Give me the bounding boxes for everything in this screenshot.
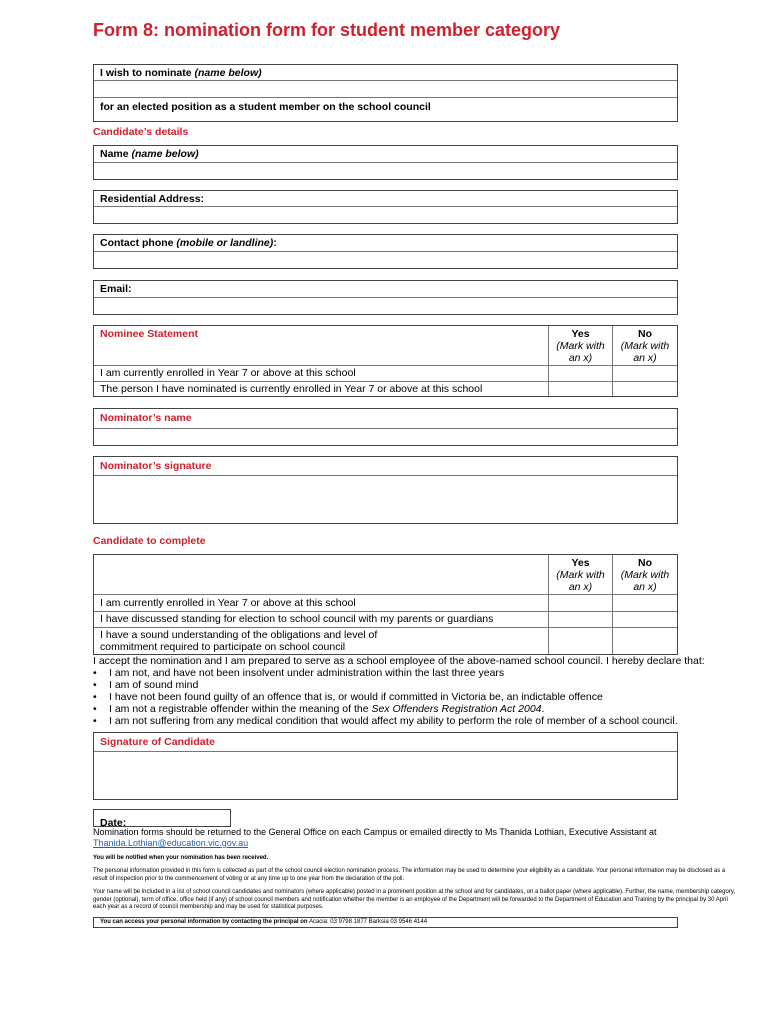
candidate-name-hint: (name below) — [131, 148, 199, 160]
access-info-box — [93, 917, 678, 928]
date-label: Date: — [100, 817, 127, 829]
candidate-complete-blank-cell — [94, 555, 549, 594]
nominee-statement-row — [94, 382, 677, 396]
position-row — [94, 98, 677, 121]
candidate-complete-row — [94, 628, 677, 654]
nominee-no-checkbox[interactable] — [613, 382, 677, 396]
nominator-signature-box — [93, 456, 678, 524]
candidate-no-checkbox[interactable] — [613, 628, 677, 654]
declaration — [93, 655, 713, 727]
access-label: You can access your personal information by contacting the principal on — [100, 919, 308, 925]
candidate-signature-label: Signature of Candidate — [100, 736, 215, 748]
declaration-item-end: . — [541, 703, 545, 715]
candidate-complete-text: I have discussed standing for election to school council with my parents or guardians — [94, 612, 549, 627]
nominator-signature-label: Nominator’s signature — [100, 460, 212, 472]
date-field[interactable] — [93, 809, 231, 827]
return-email-link[interactable]: Thanida.Lothian@education.vic.gov.au — [93, 838, 249, 848]
candidate-complete-text: I have a sound understanding of the obligations and level of commitment required to participate on school council — [94, 628, 549, 654]
candidate-yes-checkbox[interactable] — [549, 612, 613, 627]
candidate-no-header: No — [638, 557, 652, 569]
nominate-label-hint: (name below) — [194, 67, 262, 79]
candidate-no-header-cell — [613, 555, 677, 594]
candidate-name-label-row — [94, 146, 677, 163]
declaration-item: • I am not, and have not been insolvent under administration within the last three years — [93, 667, 713, 679]
nominate-label-row — [94, 65, 677, 81]
nominee-name-field[interactable] — [94, 81, 677, 98]
candidate-no-checkbox[interactable] — [613, 612, 677, 627]
nominee-statement-table — [93, 325, 678, 397]
candidate-yes-header-cell — [549, 555, 613, 594]
nominee-statement-header — [94, 326, 677, 366]
address-label: Residential Address: — [100, 193, 205, 205]
candidate-complete-text: I am currently enrolled in Year 7 or above at this school — [94, 595, 549, 611]
declaration-item: • I have not been found guilty of an offence that is, or would if committed in Victoria be, an indictable offence — [93, 691, 713, 703]
return-text: Nomination forms should be returned to the General Office on each Campus or emailed directly to Ms Thanida Lothian, Executive Assistant at — [93, 827, 657, 837]
candidate-signature-field[interactable] — [94, 752, 677, 799]
candidate-no-checkbox[interactable] — [613, 595, 677, 611]
nominee-yes-checkbox[interactable] — [549, 366, 613, 381]
candidate-signature-box — [93, 732, 678, 800]
email-label: Email: — [100, 283, 132, 295]
phone-box — [93, 234, 678, 269]
address-box — [93, 190, 678, 224]
phone-label-colon: : — [273, 237, 277, 249]
declaration-intro: I accept the nomination and I am prepared to serve as a school employee of the above-named school council. I hereby declare that: — [93, 655, 705, 667]
candidate-no-mark-hint: (Mark with an x) — [620, 569, 670, 593]
address-label-row — [94, 191, 677, 207]
nominate-label: I wish to nominate — [100, 67, 195, 79]
privacy-paragraph-1: The personal information provided in this form is collected as part of the school council election nomination process. The information may be used to determine your eligibility as a candidate. Your personal information may be disclosed as a result of inspection prior to the commencement of voting or at any time up to one year from the declaration of the poll. — [93, 868, 726, 882]
nominator-name-label: Nominator’s name — [100, 412, 192, 424]
declaration-item — [93, 703, 713, 715]
nominator-name-field[interactable] — [94, 429, 677, 445]
yes-header: Yes — [571, 328, 590, 340]
declaration-list — [93, 667, 713, 727]
no-header: No — [638, 328, 652, 340]
nominate-box — [93, 64, 678, 122]
nominator-signature-label-row — [94, 457, 677, 476]
nominee-statement-heading-cell — [94, 326, 549, 365]
yes-header-cell — [549, 326, 613, 365]
declaration-item: • I am not suffering from any medical condition that would affect my ability to perform the role of member of a school council. — [93, 715, 713, 727]
nominee-statement-heading: Nominee Statement — [100, 328, 199, 340]
page-title: Form 8: nomination form for student member category — [93, 20, 561, 40]
no-mark-hint: (Mark with an x) — [620, 340, 670, 364]
candidate-yes-mark-hint: (Mark with an x) — [556, 569, 605, 593]
nominee-no-checkbox[interactable] — [613, 366, 677, 381]
privacy-paragraph-2: Your name will be included in a list of school council candidates and nominators (where applicable) posted in a prominent position at the school and for candidates, on a ballot paper (where applicable). Further, the name, membership category, gender (optional), term of office, office held (if any) of school council members and notification whether the member is an employee of the Department will be forwarded to the Department of Education and Training by the principal by 30 April each year as a record of council membership and may be used for statistical purposes. — [93, 889, 736, 910]
email-label-row — [94, 281, 677, 298]
candidate-complete-row — [94, 612, 677, 628]
email-field[interactable] — [94, 298, 677, 314]
yes-mark-hint: (Mark with an x) — [556, 340, 605, 364]
phone-label: Contact phone — [100, 237, 177, 249]
candidate-complete-heading: Candidate to complete — [93, 535, 206, 547]
nominator-signature-field[interactable] — [94, 476, 677, 523]
phone-label-row — [94, 235, 677, 252]
candidate-yes-header: Yes — [571, 557, 590, 569]
access-contacts: Acacia: 03 9798 1877 Barksia 03 9546 4144 — [307, 919, 428, 925]
nominee-statement-text: I am currently enrolled in Year 7 or above at this school — [94, 366, 549, 381]
candidate-name-box — [93, 145, 678, 180]
candidate-complete-row — [94, 595, 677, 612]
candidate-complete-header — [94, 555, 677, 595]
candidate-name-field[interactable] — [94, 163, 677, 179]
return-instructions — [93, 827, 693, 849]
candidate-details-heading: Candidate’s details — [93, 126, 189, 138]
address-field[interactable] — [94, 207, 677, 223]
nominee-statement-row — [94, 366, 677, 382]
candidate-yes-checkbox[interactable] — [549, 628, 613, 654]
notified-text: You will be notified when your nomination has been received. — [93, 855, 269, 861]
candidate-yes-checkbox[interactable] — [549, 595, 613, 611]
phone-field[interactable] — [94, 252, 677, 268]
nominee-statement-text: The person I have nominated is currently enrolled in Year 7 or above at this school — [94, 382, 549, 396]
nominee-yes-checkbox[interactable] — [549, 382, 613, 396]
nominator-name-label-row — [94, 409, 677, 429]
declaration-item-text: I am not a registrable offender within the meaning of the — [109, 703, 372, 715]
candidate-complete-table — [93, 554, 678, 655]
candidate-signature-label-row — [94, 733, 677, 752]
email-box — [93, 280, 678, 315]
declaration-item: • I am of sound mind — [93, 679, 713, 691]
position-label: for an elected position as a student member on the school council — [100, 101, 431, 113]
phone-label-hint: (mobile or landline) — [176, 237, 274, 249]
act-name: Sex Offenders Registration Act 2004 — [371, 703, 542, 715]
nominator-name-box — [93, 408, 678, 446]
no-header-cell — [613, 326, 677, 365]
candidate-name-label: Name — [100, 148, 132, 160]
